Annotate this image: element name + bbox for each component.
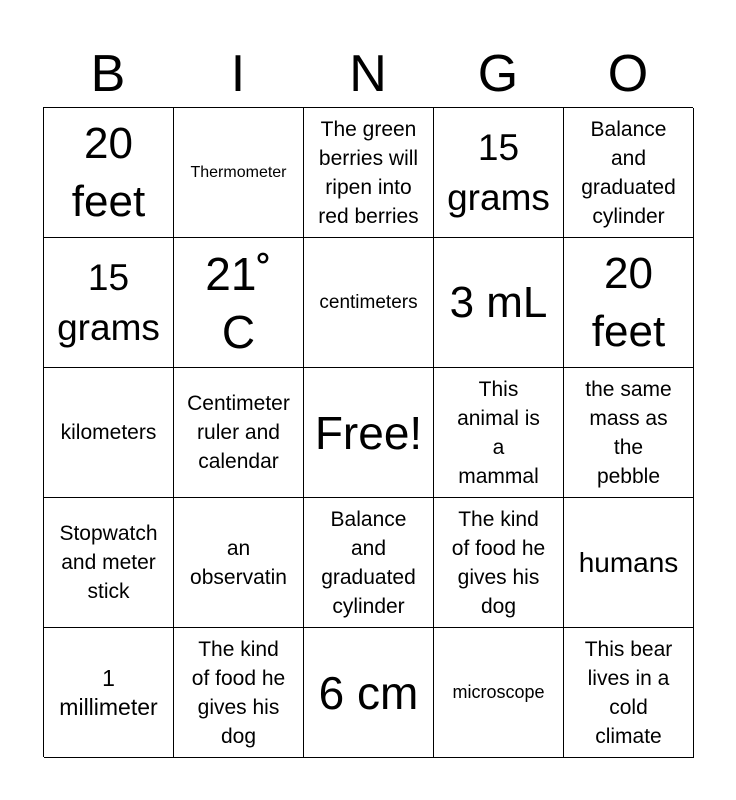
cell-text: The kind of food he gives his dog xyxy=(451,507,546,618)
bingo-cell[interactable] xyxy=(564,628,694,758)
cell-text: Thermometer xyxy=(190,163,287,181)
cell-text: Stopwatch and meter stick xyxy=(59,522,158,603)
cell-text: 20 feet xyxy=(591,248,666,356)
bingo-cell[interactable] xyxy=(304,238,434,368)
cell-text: centimeters xyxy=(319,292,418,313)
cell-text: Balance and graduated cylinder xyxy=(581,117,676,228)
bingo-cell[interactable] xyxy=(434,108,564,238)
bingo-cell[interactable] xyxy=(564,368,694,498)
header-letter-i: I xyxy=(230,45,246,103)
bingo-header xyxy=(43,40,693,108)
bingo-cell[interactable] xyxy=(174,108,304,238)
bingo-cell[interactable] xyxy=(434,238,564,368)
bingo-cell[interactable] xyxy=(304,498,434,628)
cell-text: 3 mL xyxy=(449,277,548,327)
bingo-cell[interactable] xyxy=(174,238,304,368)
cell-text: humans xyxy=(578,547,679,578)
cell-text: This bear lives in a cold climate xyxy=(584,637,673,748)
cell-text: 15 grams xyxy=(447,126,550,218)
cell-text: 21˚ C xyxy=(205,247,272,358)
cell-text: 20 feet xyxy=(71,118,146,226)
cell-text: 1 millimeter xyxy=(59,664,158,720)
header-letter-g: G xyxy=(477,45,519,103)
bingo-cell[interactable] xyxy=(564,498,694,628)
cell-text: an observatin xyxy=(190,536,287,589)
bingo-cell[interactable] xyxy=(174,498,304,628)
cell-text: the same mass as the pebble xyxy=(585,377,672,488)
cell-text: Free! xyxy=(314,406,423,459)
bingo-cell[interactable] xyxy=(564,108,694,238)
cell-text: 6 cm xyxy=(318,666,419,719)
cell-text: kilometers xyxy=(60,421,157,444)
bingo-cell[interactable] xyxy=(44,628,174,758)
bingo-cell[interactable] xyxy=(44,368,174,498)
cell-text: Balance and graduated cylinder xyxy=(321,507,416,618)
bingo-cell[interactable] xyxy=(174,368,304,498)
bingo-cell[interactable] xyxy=(44,238,174,368)
bingo-cell[interactable] xyxy=(434,628,564,758)
bingo-cell[interactable] xyxy=(434,498,564,628)
cell-text: Centimeter ruler and calendar xyxy=(187,392,290,473)
bingo-cell[interactable] xyxy=(434,368,564,498)
bingo-cell[interactable] xyxy=(44,498,174,628)
bingo-cell[interactable] xyxy=(44,108,174,238)
cell-text: microscope xyxy=(452,682,545,702)
bingo-cell[interactable] xyxy=(174,628,304,758)
bingo-cell free-space[interactable] xyxy=(304,368,434,498)
cell-text: The kind of food he gives his dog xyxy=(191,637,286,748)
cell-text: This animal is a mammal xyxy=(457,377,540,488)
header-letter-o: O xyxy=(607,45,649,103)
bingo-cell[interactable] xyxy=(304,628,434,758)
header-letter-b: B xyxy=(90,45,126,103)
bingo-board xyxy=(43,107,693,757)
header-letter-n: N xyxy=(349,45,387,103)
bingo-cell[interactable] xyxy=(564,238,694,368)
bingo-cell[interactable] xyxy=(304,108,434,238)
cell-text: 15 grams xyxy=(57,256,160,348)
cell-text: The green berries will ripen into red berries xyxy=(318,117,419,228)
